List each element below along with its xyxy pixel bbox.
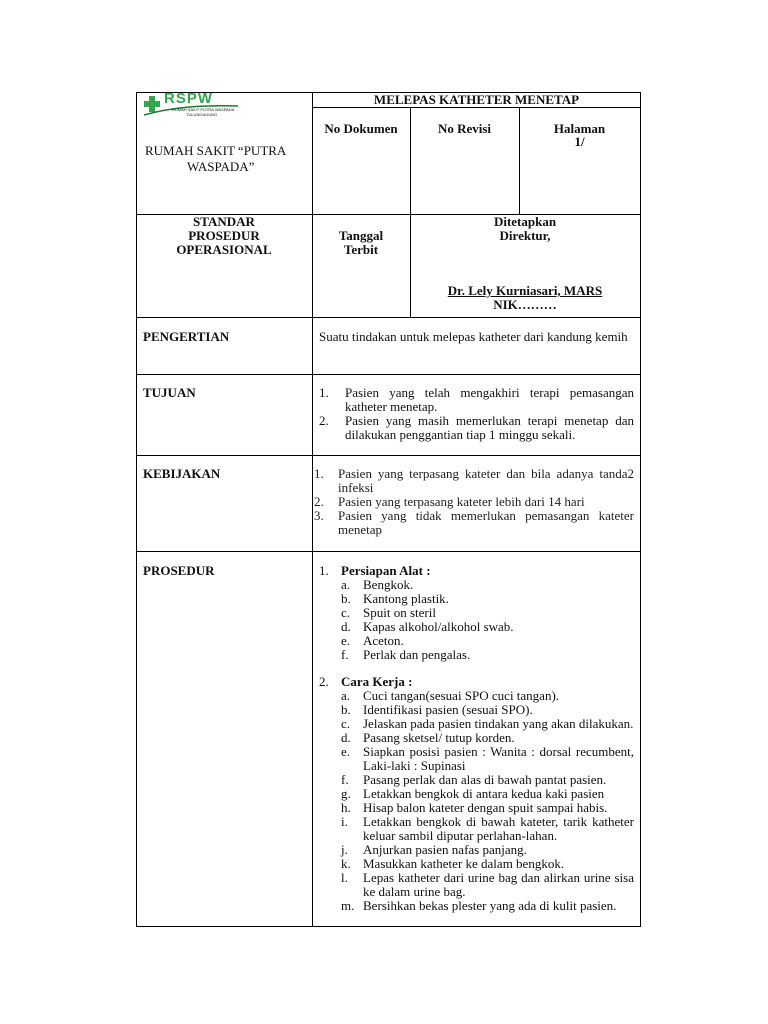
pengertian-row-divider [136,374,641,375]
kebijakan-row-divider [136,551,641,552]
list-item [341,773,634,787]
logo-subtext-1: RUMAH SAKIT PUTRA WASPADA [172,107,235,112]
list-item-text: Bersihkan bekas plester yang ada di kulit pasien. [363,898,617,913]
hospital-logo [142,90,242,119]
list-item-letter: a. [341,688,351,703]
list-item [314,467,634,495]
tujuan-label: TUJUAN [143,385,196,400]
director-name: Dr. Lely Kurniasari, MARS [447,283,603,298]
list-item-letter: a. [341,577,351,592]
section-heading [319,564,634,662]
list-item [314,509,634,537]
tujuan-list [319,386,634,442]
section-heading [319,675,634,913]
list-item-letter: i. [341,814,348,829]
list-item [341,689,634,703]
list-item-text: Pasien yang masih memerlukan terapi menetap dan dilakukan penggantian tiap 1 minggu sekali. [345,413,634,442]
list-item [341,578,634,592]
list-item-number: 2. [319,413,329,428]
halaman-label: Halaman [553,121,606,136]
section-number: 1. [319,563,329,578]
list-item [341,843,634,857]
hospital-name-line-1: RUMAH SAKIT “PUTRA [145,143,287,158]
list-item-letter: m. [341,898,355,913]
spo-row-divider [136,317,641,318]
list-item-text: Letakkan bengkok di antara kedua kaki pasien [363,786,605,801]
list-item-text: Spuit on steril [363,605,436,620]
list-item [341,620,634,634]
table-right-border [640,92,641,927]
list-item-number: 1. [319,385,329,400]
column-divider [312,92,313,927]
list-item-letter: l. [341,870,348,885]
list-item-text: Kantong plastik. [363,591,449,606]
list-item [341,634,634,648]
list-item [341,703,634,717]
hospital-name-line-2: WASPADA” [187,159,255,174]
section-title: Cara Kerja : [341,674,413,689]
list-item-letter: k. [341,856,351,871]
logo-subtext-2: TULUNGAGUNG [186,112,218,117]
persiapan-alat-list [341,578,634,662]
list-item-number: 2. [314,494,324,509]
list-item-letter: b. [341,591,351,606]
spo-label-line-1: STANDAR [193,214,255,229]
prosedur-section-2 [319,675,634,913]
tanggal-terbit-line-1: Tanggal [338,228,384,243]
list-item [341,871,634,899]
list-item [341,787,634,801]
ditetapkan-line-1: Ditetapkan [493,214,557,229]
list-item [341,592,634,606]
list-item-letter: d. [341,619,351,634]
list-item-text: Cuci tangan(sesuai SPO cuci tangan). [363,688,560,703]
list-item [319,414,634,442]
list-item-text: Anjurkan pasien nafas panjang. [363,842,527,857]
no-revisi-label: No Revisi [437,121,492,136]
list-item-text: Bengkok. [363,577,414,592]
list-item-text: Pasang sketsel/ tutup korden. [363,730,515,745]
prosedur-label: PROSEDUR [143,563,215,578]
list-item-text: Pasien yang terpasang kateter lebih dari 14 hari [338,494,585,509]
kebijakan-label: KEBIJAKAN [143,466,221,481]
pengertian-label: PENGERTIAN [143,329,230,344]
list-item [319,386,634,414]
list-item-letter: c. [341,716,351,731]
list-item-letter: d. [341,730,351,745]
list-item [341,857,634,871]
list-item-text: Perlak dan pengalas. [363,647,471,662]
document-title: MELEPAS KATHETER MENETAP [373,92,580,107]
list-item-letter: e. [341,633,351,648]
ditetapkan-line-2: Direktur, [499,228,551,243]
list-item-text: Pasien yang tidak memerlukan pemasangan kateter menetap [338,508,634,537]
list-item-text: Hisap balon kateter dengan spuit sampai habis. [363,800,608,815]
kebijakan-list [314,467,634,537]
list-item-letter: b. [341,702,351,717]
list-item [341,899,634,913]
list-item [341,801,634,815]
no-dokumen-label: No Dokumen [324,121,398,136]
list-item [341,606,634,620]
table-bottom-border [136,926,641,927]
list-item-text: Lepas katheter dari urine bag dan alirkan urine sisa ke dalam urine bag. [363,870,634,899]
list-item-number: 3. [314,508,324,523]
list-item-text: Jelaskan pada pasien tindakan yang akan dilakukan. [363,716,634,731]
list-item-letter: f. [341,647,349,662]
list-item [341,745,634,773]
list-item-letter: c. [341,605,351,620]
list-item-text: Letakkan bengkok di bawah kateter, tarik katheter keluar sambil diputar perlahan-lahan. [363,814,634,843]
list-item-letter: h. [341,800,351,815]
cara-kerja-list [341,689,634,913]
list-item-text: Aceton. [363,633,404,648]
director-nik: NIK……… [493,297,557,312]
list-item-letter: j. [341,842,348,857]
pengertian-text: Suatu tindakan untuk melepas katheter dari kandung kemih [319,329,628,344]
title-underline [312,107,641,108]
list-item-text: Pasien yang terpasang kateter dan bila adanya tanda2 infeksi [338,466,634,495]
list-item-text: Pasien yang telah mengakhiri terapi pemasangan katheter menetap. [345,385,634,414]
list-item-text: Identifikasi pasien (sesuai SPO). [363,702,533,717]
list-item-text: Siapkan posisi pasien : Wanita : dorsal recumbent, Laki-laki : Supinasi [363,744,634,773]
tujuan-row-divider [136,455,641,456]
section-title: Persiapan Alat : [341,563,431,578]
list-item [341,731,634,745]
list-item-letter: e. [341,744,351,759]
spo-label-line-3: OPERASIONAL [176,242,272,257]
list-item-text: Kapas alkohol/alkohol swab. [363,619,514,634]
logo-text: RSPW [164,90,213,107]
list-item [341,648,634,662]
list-item-text: Masukkan katheter ke dalam bengkok. [363,856,565,871]
list-item-text: Pasang perlak dan alas di bawah pantat pasien. [363,772,607,787]
list-item-letter: f. [341,772,349,787]
section-number: 2. [319,674,329,689]
list-item [341,717,634,731]
list-item [341,815,634,843]
halaman-value: 1/ [574,134,585,149]
list-item-number: 1. [314,466,324,481]
list-item-letter: g. [341,786,351,801]
spo-label-line-2: PROSEDUR [188,228,260,243]
prosedur-section-1 [319,564,634,662]
tanggal-terbit-line-2: Terbit [343,242,379,257]
list-item [314,495,634,509]
